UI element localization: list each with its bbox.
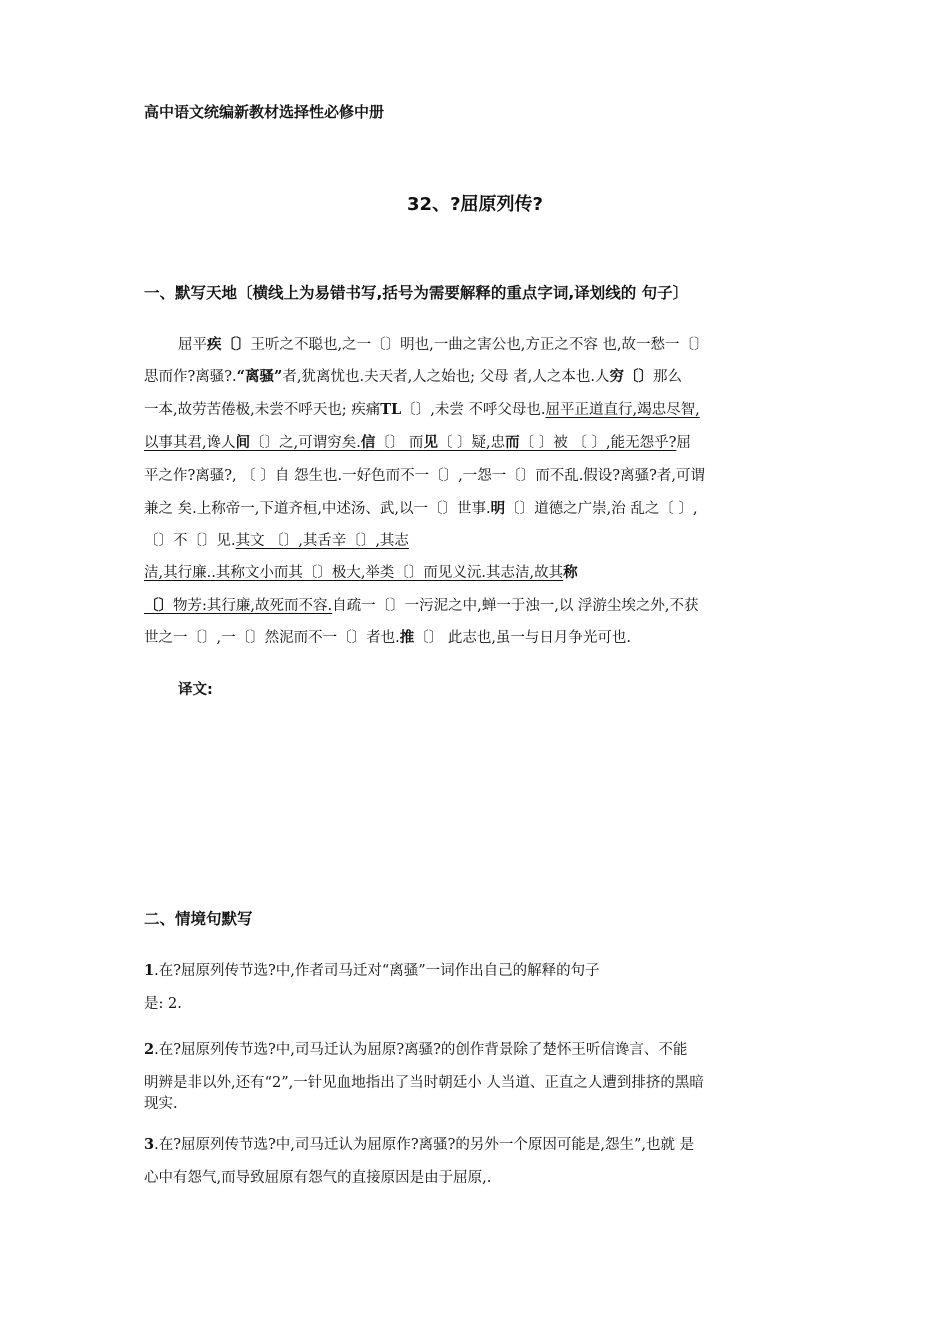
question-3-line-1: 3.在?屈原列传节选?中,司马迁认为屈原作?离骚?的另外一个原因可能是,怨生”,也就 是: [144, 1136, 695, 1153]
question-2-line-3: 现实.: [144, 1096, 178, 1112]
passage-line-8: 洁,其行廉..其称文小而其〔〕极大,举类〔〕而见义沅.其志洁,故其称: [144, 564, 578, 581]
passage-line-7: 〔〕不〔〕见.其文 〔〕,其舌辛〔〕,其志: [144, 533, 409, 549]
section2-heading: 二、情境句默写: [144, 910, 253, 928]
passage-line-2: 思而作?离骚?.“离骚”者,犹离忧也.夫天者,人之始也; 父母 者,人之本也.人穷〔〕那么: [144, 368, 683, 385]
passage-line-9: 〔〕物芳:其行廉,故死而不容.自疏一〔〕一污泥之中,蝉一于浊一,以 浮游尘埃之外,不获: [144, 597, 699, 614]
passage-line-5: 平之作?离骚?, 〔 〕自 怨生也.一好色而不一〔〕,一怨一〔〕而不乱.假设?离骚?者,可谓: [144, 468, 705, 484]
passage-line-1: 屈平疾〔〕王听之不聪也,之一〔〕明也,一曲之害公也,方正之不容 也,故一愁一〔〕: [178, 336, 709, 353]
passage-line-4: 以事其君,谗人间〔〕之,可谓穷矣.信〔〕 而见〔 〕疑,忠而〔 〕被 〔 〕,能无怨乎?屈: [144, 434, 691, 451]
question-1-line-2: 是: 2.: [144, 996, 182, 1012]
passage-line-3: 一本,故劳苦倦极,未尝不呼天也; 疾痛TL〔〕,未尝 不呼父母也.屈平正道直行,竭忠尽智,: [144, 401, 700, 418]
question-3-line-2: 心中有怨气,而导致屈原有怨气的直接原因是由于屈原,.: [144, 1170, 492, 1186]
question-2-line-2: 明辨是非以外,还有“2”,一针见血地指出了当时朝廷小 人当道、正直之人遭到排挤的黑暗: [144, 1075, 704, 1091]
book-title: 高中语文统编新教材选择性必修中册: [144, 103, 385, 121]
passage-line-6: 兼之 矣.上称帝一,下道齐桓,中述汤、武,以一〔〕世事.明〔〕道德之广崇,治 乱之〔 〕,: [144, 500, 698, 517]
question-2-line-1: 2.在?屈原列传节选?中,司马迁认为屈原?离骚?的创作背景除了楚怀王听信谗言、不能: [144, 1041, 688, 1058]
chapter-title: 32、?屈原列传?: [407, 194, 543, 215]
passage-line-10: 世之一〔〕,一〔〕然泥而不一〔〕者也.推〔〕 此志也,虽一与日月争光可也.: [144, 629, 632, 646]
translation-label: 译文:: [178, 682, 213, 698]
section1-heading: 一、默写天地〔横线上为易错书写,括号为需要解释的重点字词,译划线的 句子〕: [144, 284, 689, 302]
question-1-line-1: 1.在?屈原列传节选?中,作者司马迁对“离骚”一词作出自己的解释的句子: [144, 962, 600, 979]
